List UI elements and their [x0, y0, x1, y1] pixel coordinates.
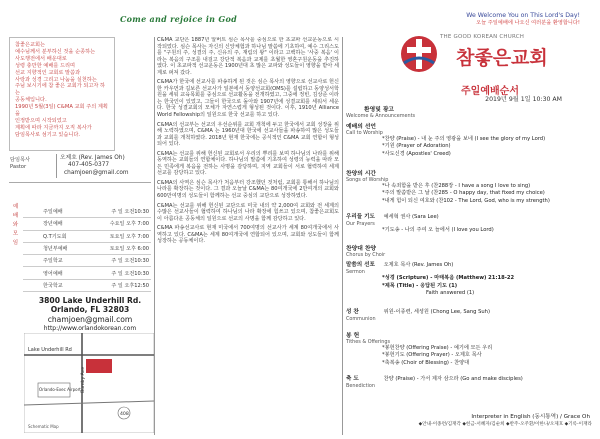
order-item: *찬양 (Praise) - 내 눈 주의 영광을 보네 (I see the glory of my Lord) [382, 136, 546, 142]
section-subheading: Benediction [346, 383, 375, 390]
order-call-to-worship [346, 121, 591, 158]
mission-line: 1990년 5월(3일) C&MA 교회 주의 계획을 [15, 104, 108, 118]
schedule-table [23, 206, 151, 292]
table-row [23, 218, 151, 230]
side-char: 와 [12, 222, 19, 228]
order-item: *제목 (Title) - 응답된 기도 (1) [382, 282, 458, 289]
article-paragraph: C&MA의 사역은 심슨 목사가 처음부터 강조했던 것처럼, 교회를 통해서 하나님의 나라를 확장하는 것이다. 그 결과 오늘날 C&MA는 80여개국에 2만여개의 교회와 600만여명의 성도들이 함께하는 선교 중심의 교단으로 성장하였다. [157, 179, 339, 200]
table-row [23, 279, 151, 291]
schedule-name: 주일예배 [23, 206, 99, 218]
schedule-time: 토요일 오후 6:00 [99, 242, 151, 254]
column-divider [342, 37, 343, 435]
address-email[interactable]: chamjoen@gmail.com [47, 314, 133, 324]
side-char: 배 [12, 213, 19, 219]
schedule-name: 장년예배 [23, 218, 99, 230]
pastor-label-ko: 담임목사 [10, 157, 31, 163]
table-row [23, 206, 151, 218]
benediction-text: 찬양 (Praise) - 가서 제자 삼으라 (Go and make disciples) [383, 376, 523, 382]
pastor-label-en: Pastor [10, 163, 27, 170]
order-songs-of-worship [346, 168, 591, 205]
column-divider [154, 37, 155, 435]
section-subheading: Welcome & Announcements [346, 113, 416, 119]
section-heading: 환영및 광고 [364, 107, 395, 113]
schedule-time: 수요일 오후 7:00 [99, 218, 151, 230]
order-welcome [346, 104, 591, 119]
table-row [23, 267, 151, 279]
section-subheading: Communion [346, 316, 376, 323]
side-char: 임 [12, 240, 19, 246]
church-name-korean: 참좋은교회 [456, 47, 548, 69]
article-paragraph: C&MA 교단은 1887년 알버트 심슨 목사를 중심으로 한 초교파 선교운동으로 시작되었다. 심슨 목사는 자신의 신앙체험과 하나님 말씀에 기초하여, 예수 그리스도를 "구원의 주, 성결의 주, 신유의 주, 재림의 왕" 이라고 고백하는 '사중 복음' 이라는 복음의 구조를 내걸고 강단적 복음과 교제를 초월한 영혼구원운동을 추진하였다. 이 초교파적 선교운동은 1900년대 초 많은 교파와 성도들이 영향을 받아 세계로 퍼져 갔다. [157, 37, 339, 76]
mission-line: 계획에 따라 지금까지 오직 복사가 [15, 124, 92, 131]
mission-line: 인정받으며 시작되었고 [15, 117, 67, 124]
mission-line: 주님 보시기에 참 좋은 교회가 되고자 하는 [15, 83, 106, 97]
table-row [23, 230, 151, 242]
pastor-name: 오제호 (Rev. James Oh) [60, 155, 125, 161]
pastor-label [10, 157, 30, 170]
section-heading: 말씀의 선포 [346, 262, 375, 268]
section-heading-row [346, 376, 591, 383]
schedule-name: 청년부예배 [23, 242, 99, 254]
article-paragraph: C&MA는 선교를 위해 헌신된 교회로서 우리의 뿌리를 보며 하나님의 나라를 위해 동역하는 교회들의 연합체이다. 하나님의 말씀에 기초하여 성령의 능력을 따라 모든 민족에게 복음을 전하는 사명을 감당하며, 지역 교회들이 서로 협력하여 세계 선교를 감당하고 있다. [157, 150, 339, 177]
schedule-time: 주 일 오전10:30 [99, 206, 151, 218]
order-offering [346, 330, 591, 367]
section-heading: 성 찬 [346, 309, 359, 315]
service-roles: ◆안내-이종련/김재각 ◆헌금-서혜자/김순희 ◆반주-오주환/이한나/오제호 ◆기록-이재라 [418, 422, 592, 427]
denomination-article [157, 37, 339, 435]
church-logo-icon [398, 33, 440, 75]
schedule-time: 토요일 오후 7:00 [99, 230, 151, 242]
pastor-phone: 407-405-0377 [68, 162, 110, 169]
section-heading: 예배의 선언 [346, 124, 377, 130]
section-subheading: Our Prayers [346, 221, 375, 228]
order-item: Faith answered (1) [426, 289, 475, 296]
prayer-leader: 예세혁 권사 (Sara Lee) [383, 214, 439, 220]
section-heading: 우리들 기도 [346, 214, 375, 220]
address-line2: Orlando, FL 32803 [50, 305, 130, 315]
mission-line: 사랑과 성경 그리고 나눔을 실천하는 [15, 76, 97, 83]
interpreter-note: Interpreter in English (동시통역) / Grace Oh [471, 414, 590, 420]
order-item: *축복송 (Choir of Blessing) - 찬양대 [382, 359, 470, 366]
address-line1: 3800 Lake Underhill Rd. [38, 296, 142, 305]
order-sermon [346, 262, 591, 297]
order-item: *기도송 - 나의 주여 오 늘에서 (I love you Lord) [382, 227, 494, 234]
address-website[interactable]: http://www.orlandokorean.com [43, 325, 137, 333]
order-our-prayers [346, 214, 591, 235]
section-subheading: Call to Worship [346, 130, 383, 136]
page-header-title: Come and rejoice in God [120, 14, 238, 24]
order-item: *사도신경 (Apostles' Creed) [382, 150, 451, 157]
mission-line: 선교 지향적인 교회로 말씀과 [15, 69, 81, 76]
schedule-time: 주 일 오전10:30 [99, 267, 151, 279]
map-road-label: 408 [120, 412, 129, 417]
section-heading-row [346, 262, 591, 269]
pastor-email[interactable]: chamjoen@gmail.com [64, 169, 129, 176]
order-item: *봉헌기도 (Offering Prayer) - 오제호 목사 [382, 352, 482, 359]
section-heading: 찬양의 시간 [346, 171, 377, 177]
church-address [30, 296, 150, 334]
schedule-name: Q.T기도회 [23, 230, 99, 242]
church-name-english: THE GOOD KOREAN CHURCH [440, 34, 525, 40]
mission-line: 성령 충만한 예배를 드리며 [15, 62, 76, 69]
table-row [23, 242, 151, 254]
welcome-english: We Welcome You on This Lord's Day! [466, 12, 580, 19]
order-communion [346, 309, 591, 322]
order-choir [346, 243, 591, 258]
section-subheading: Tithes & Offerings [346, 339, 391, 345]
schedule-time: 주 일 오후12:50 [99, 279, 151, 291]
mission-line: 참좋은교회는 [15, 42, 46, 48]
side-char: 모 [12, 231, 19, 237]
order-item: *나 속죄함을 받은 후 (찬288장 - I have a song I love to sing) [382, 183, 531, 189]
welcome-korean: 오늘 주일예배에 나오신 여러분을 환영합니다! [476, 20, 580, 26]
divider [9, 182, 151, 183]
service-date: 2019년 9월 1일 10:30 AM [485, 96, 562, 103]
mission-line: 예수님께서 분부하신 것을 순종하는 [15, 48, 96, 55]
map-road-label: Lake Underhill Rd [28, 347, 72, 353]
side-char: 예 [12, 204, 19, 210]
schedule-name: 주일학교 [23, 255, 99, 267]
schedule-name: 영어예배 [23, 267, 99, 279]
service-title: 주일예배순서 [461, 86, 519, 97]
schedule-name: 한국학교 [23, 279, 99, 291]
location-map [24, 333, 154, 433]
schedule-time: 주 일 오전10:30 [99, 255, 151, 267]
divider [56, 154, 57, 178]
mission-statement-box [9, 37, 115, 151]
section-subheading: Songs of Worship [346, 177, 389, 183]
section-subheading: Chorus by Choir [346, 252, 386, 258]
pastor-info [60, 155, 129, 177]
mission-line: 공동체입니다. [15, 97, 47, 104]
article-paragraph: C&MA의 선교부는 선교의 우선순위를 교회 개척에 두고 한국에서 교회 성장을 위해 노력하였으며, C&MA 는 1960년대 한국에 선교사들을 파송하여 많은 성도들과 교회를 개척하였다. 2018년 현재 한국에는 공식적인 C&MA 교회 연합이 형성되어 있다. [157, 121, 339, 148]
map-road-label: Bumby Ave [81, 366, 86, 393]
preacher: 오제호 목사 (Rev. James Oh) [383, 262, 454, 268]
section-heading: 축 도 [346, 376, 359, 382]
order-item: *성경 (Scripture) - 마태복음 (Matthew) 21:18-22 [382, 275, 515, 282]
welcome-banner [466, 12, 580, 26]
article-paragraph: C&MA가 한국에 선교사를 파송하게 된 것은 심슨 목사의 영향으로 선교사로 헌신한 카우먼과 길보른 선교사가 일본에서 동양선교회(OMS)를 설립하고 동양성서학원을 세워 교육목회를 중심으로 선교활동을 전개하였고, 그중에 정빈, 김상준 이라는 한국인이 있었고, 그들이 한국으로 돌아와 1907년에 성결교회를 세워서 세운다. 한국 성결교회의 모체가 자연스럽게 형성된 것이다. 이후, 1910년 Alliance World Fellowship의 일원으로 한국 선교를 하고 있다. [157, 79, 339, 119]
order-item: *기원 (Prayer of Adoration) [382, 143, 451, 150]
table-row [23, 255, 151, 267]
mission-line: 사도행전에서 배운대로 [15, 55, 67, 62]
map-road-label: Orlando-Exec Airport [39, 387, 81, 392]
communion-text: 위원-이종련, 세셩원 (Chong Lee, Sang Suh) [383, 309, 490, 315]
order-item: *주의 말씀받은 그 날 (찬285 - O happy day, that fixed my choice) [382, 190, 545, 197]
order-benediction [346, 376, 591, 389]
mission-line: 담임목사로 섬기고 있습니다. [15, 131, 81, 138]
section-heading: 봉 헌 [346, 333, 360, 339]
section-heading-row [346, 309, 591, 316]
article-paragraph: C&MA 파송선교사로 현재 미국에서 700여명의 선교사가 세계 80여개국에서 사역하고 있다. C&MA는 세계 80여개국에 연합되어 있으며, 교회와 성도들이 함께 성장하는 공동체이다. [157, 225, 339, 245]
section-heading: 찬양대 찬양 [346, 246, 377, 252]
order-item: *내게 힘이 되신 여호와 (찬102 - The Lord, God, who is my strength) [382, 197, 550, 204]
article-paragraph: C&MA는 선교를 위해 헌신된 교단으로 미국 내의 약 2,000여 교회와 전 세계의 수많은 선교사들이 협력하여 하나님의 나라 확장에 힘쓰고 있으며, 참좋은교회도 이 아름다운 공동체의 일원으로 선교의 사명을 함께 감당하고 있다. [157, 202, 339, 222]
order-item: *봉헌찬양 (Offering Praise) - 예기에 모든 우리 [382, 345, 493, 351]
section-subheading: Sermon [346, 269, 365, 276]
map-caption: Schematic Map [28, 424, 59, 429]
schedule-side-label [8, 203, 23, 248]
section-heading-row [346, 214, 591, 221]
